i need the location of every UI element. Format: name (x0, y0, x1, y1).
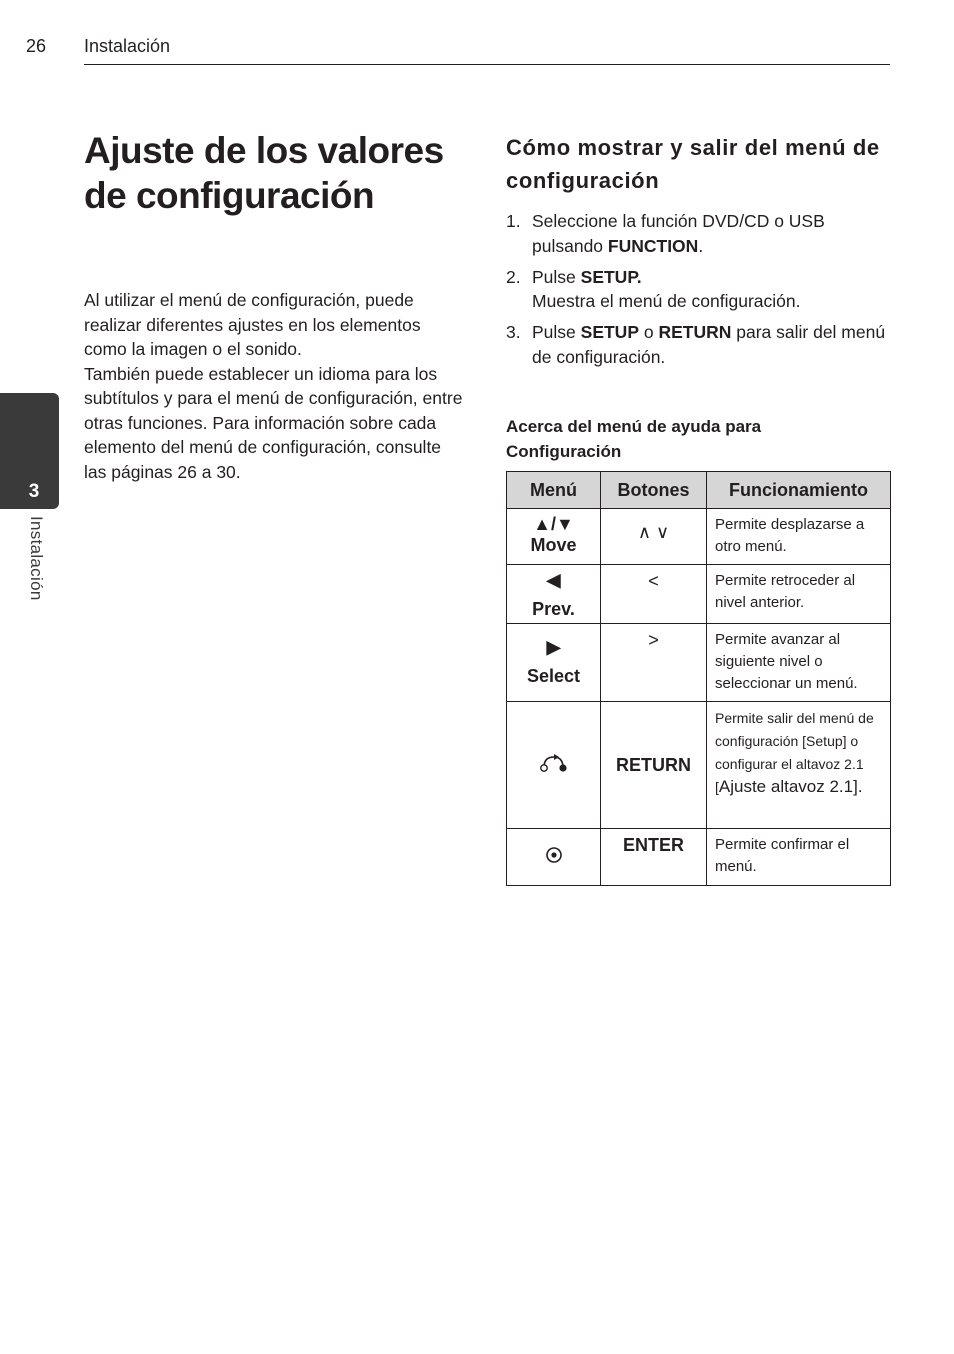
button-cell (601, 702, 707, 829)
menu-cell (507, 829, 601, 886)
intro-paragraph-2: También puede establecer un idioma para los subtítulos y para el menú de configuración, entre otras funciones. Para información sobre cada elemento del menú de configuración, consulte las páginas 26 a 30. (84, 363, 463, 482)
right-arrow-icon: ▶ (546, 637, 561, 657)
page-title: Ajuste de los valores de configuración (84, 130, 444, 216)
button-cell (601, 565, 707, 624)
step-text: Seleccione la función DVD/CD o USB pulsando (532, 211, 825, 256)
header-section: Instalación (84, 36, 171, 56)
button-label: < (648, 571, 659, 591)
desc-cell (707, 702, 891, 829)
help-title: Acerca del menú de ayuda para Configuración (506, 417, 762, 461)
desc-text: Permite salir del menú de configuración [Setup] o configurar el altavoz 2.1 [ (715, 710, 874, 795)
header-function: Funcionamiento (707, 472, 891, 509)
step-number: 3. (506, 322, 521, 342)
button-cell (601, 624, 707, 702)
table-row (507, 509, 891, 565)
return-button-label: RETURN (616, 754, 691, 775)
desc-cell: Permite desplazarse a otro menú. (707, 509, 891, 565)
step-text-end: . (698, 235, 704, 256)
step-bold: SETUP. (580, 266, 642, 287)
step-text-mid: o (639, 322, 659, 342)
page-number: 26 (26, 36, 47, 56)
header-buttons: Botones (601, 472, 707, 509)
intro-text (84, 288, 464, 484)
menu-label: Prev. (532, 599, 575, 619)
up-down-arrow-icon: ▲/▼ (533, 514, 574, 534)
header-menu: Menú (507, 472, 601, 509)
desc-cell: Permite avanzar al siguiente nivel o seleccionar un menú. (707, 624, 891, 702)
step-text: Pulse (532, 322, 581, 342)
menu-cell (507, 509, 601, 565)
desc-end: ]. (853, 777, 863, 796)
table-row (507, 829, 891, 886)
step-text-end: para salir del menú de configuración. (532, 322, 886, 367)
enter-button-label: ENTER (622, 835, 684, 855)
menu-label: Select (526, 666, 581, 686)
step-bold: SETUP (580, 322, 639, 342)
step-item (506, 209, 896, 258)
menu-cell (507, 624, 601, 702)
step-subtext: Muestra el menú de configuración. (532, 291, 801, 311)
step-bold: FUNCTION (607, 235, 699, 256)
left-arrow-icon: ◀ (546, 570, 561, 590)
steps-list (506, 209, 896, 376)
chapter-number: 3 (28, 481, 40, 502)
step-bold-2: RETURN (658, 322, 732, 342)
step-number: 2. (506, 266, 521, 287)
intro-paragraph-1: Al utilizar el menú de configuración, puede realizar diferentes ajustes en los elementos como la imagen o el sonido. (84, 290, 421, 359)
header-rule (84, 64, 890, 65)
desc-emphasis: Ajuste altavoz 2.1 (718, 777, 854, 796)
table-row (507, 565, 891, 624)
button-cell (601, 829, 707, 886)
menu-cell (507, 702, 601, 829)
step-text: Pulse (532, 266, 581, 287)
desc-cell: Permite retroceder al nivel anterior. (707, 565, 891, 624)
button-cell (601, 509, 707, 565)
section-title: Cómo mostrar y salir del menú de configuración (506, 135, 880, 193)
help-table (506, 471, 891, 886)
desc-cell: Permite confirmar el menú. (707, 829, 891, 886)
button-label: ∧ ∨ (637, 522, 670, 542)
menu-label: Move (530, 535, 577, 555)
return-icon (539, 753, 569, 773)
step-number: 1. (506, 211, 521, 231)
chapter-tab (0, 393, 59, 509)
menu-cell (507, 565, 601, 624)
chapter-label: Instalación (27, 516, 46, 601)
step-item (506, 320, 896, 369)
enter-icon (545, 846, 563, 864)
button-label: > (648, 630, 659, 650)
table-row (507, 624, 891, 702)
table-row (507, 702, 891, 829)
step-item (506, 265, 896, 314)
table-header-row (507, 472, 891, 509)
